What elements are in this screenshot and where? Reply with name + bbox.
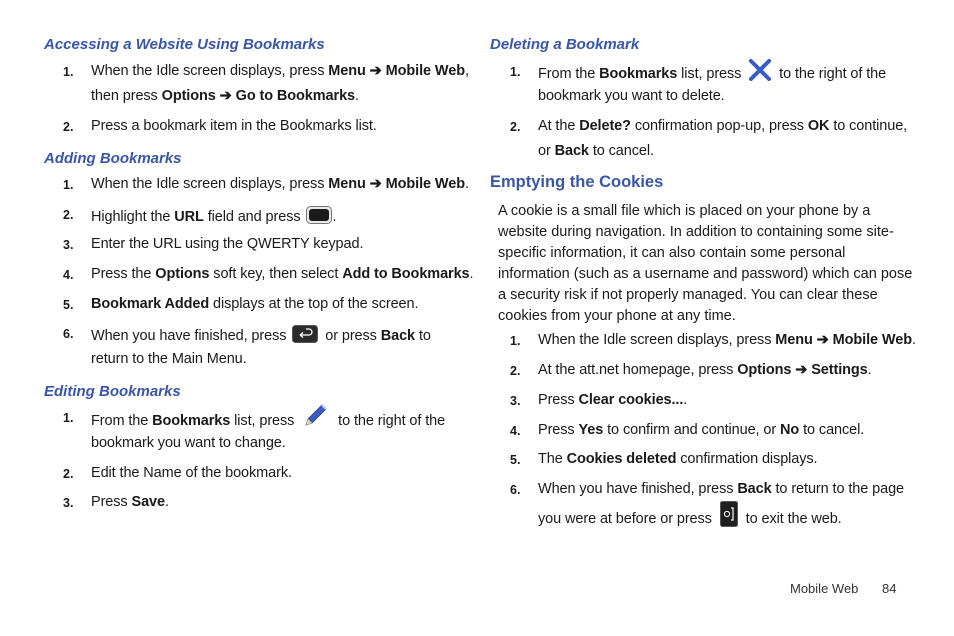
step-text: return to the Main Menu. bbox=[91, 351, 247, 367]
step-text: Press the Options soft key, then select Add to Bookmarks. bbox=[91, 266, 474, 282]
step-text: Press Clear cookies.... bbox=[538, 392, 688, 408]
step-number: 3. bbox=[510, 394, 521, 408]
step-text: At the Delete? confirmation pop-up, press OK to continue, bbox=[538, 118, 908, 134]
step-text: When you have finished, press Back to return to the page bbox=[538, 481, 904, 497]
step-text: Edit the Name of the bookmark. bbox=[91, 465, 292, 481]
step-number: 1. bbox=[63, 65, 74, 79]
pencil-icon bbox=[302, 403, 330, 433]
step-text: bookmark you want to delete. bbox=[538, 88, 725, 104]
step-text: Press a bookmark item in the Bookmarks list. bbox=[91, 118, 377, 134]
heading-emptying-cookies: Emptying the Cookies bbox=[490, 173, 664, 191]
step-number: 5. bbox=[510, 453, 521, 467]
step-text: At the att.net homepage, press Options ➔ Settings. bbox=[538, 362, 872, 378]
step-number: 4. bbox=[510, 424, 521, 438]
step-text: Bookmark Added displays at the top of the screen. bbox=[91, 296, 419, 312]
footer-section: Mobile Web bbox=[790, 581, 859, 596]
step-number: 5. bbox=[63, 298, 74, 312]
step-number: 1. bbox=[63, 411, 74, 425]
step-number: 3. bbox=[63, 496, 74, 510]
step-number: 2. bbox=[63, 467, 74, 481]
step-number: 2. bbox=[510, 120, 521, 134]
page-number: 84 bbox=[882, 581, 897, 596]
step-text: When the Idle screen displays, press Menu ➔ Mobile Web. bbox=[91, 176, 469, 192]
step-number: 1. bbox=[510, 334, 521, 348]
step-text: When you have finished, press or press Back to bbox=[91, 325, 431, 347]
step-text: you were at before or press to exit the web. bbox=[538, 507, 842, 531]
step-number: 4. bbox=[63, 268, 74, 282]
step-number: 6. bbox=[63, 327, 74, 341]
step-text: From the Bookmarks list, press to the right of the bbox=[91, 409, 445, 433]
step-number: 1. bbox=[510, 65, 521, 79]
end-key-icon bbox=[720, 501, 738, 531]
step-text: Enter the URL using the QWERTY keypad. bbox=[91, 236, 364, 252]
step-text: When the Idle screen displays, press Menu ➔ Mobile Web. bbox=[538, 332, 916, 348]
step-number: 1. bbox=[63, 178, 74, 192]
step-text: bookmark you want to change. bbox=[91, 435, 286, 451]
step-text: Highlight the URL field and press . bbox=[91, 206, 336, 228]
step-text: or Back to cancel. bbox=[538, 143, 654, 159]
ok-key-icon bbox=[306, 206, 332, 228]
step-text: When the Idle screen displays, press Menu ➔ Mobile Web, bbox=[91, 63, 469, 79]
delete-x-icon bbox=[748, 59, 772, 85]
back-key-icon bbox=[292, 325, 318, 347]
step-number: 6. bbox=[510, 483, 521, 497]
step-text: The Cookies deleted confirmation displays. bbox=[538, 451, 818, 467]
step-text: From the Bookmarks list, press to the right of the bbox=[538, 63, 886, 85]
step-text: then press Options ➔ Go to Bookmarks. bbox=[91, 88, 359, 104]
step-number: 2. bbox=[510, 364, 521, 378]
step-text: Press Yes to confirm and continue, or No to cancel. bbox=[538, 422, 865, 438]
heading-deleting-bookmark: Deleting a Bookmark bbox=[490, 36, 640, 53]
heading-adding-bookmarks: Adding Bookmarks bbox=[44, 150, 182, 167]
step-number: 2. bbox=[63, 120, 74, 134]
step-number: 2. bbox=[63, 208, 74, 222]
cookies-paragraph: A cookie is a small file which is placed on your phone by a website during navigation. In addition to containing some site- specific information, it can also contain some personal information (such as a username and password) which can pose a security risk if not properly managed. You can clear these cookies from your phone at any time. bbox=[498, 203, 913, 324]
step-text: Press Save. bbox=[91, 494, 169, 510]
heading-accessing-website: Accessing a Website Using Bookmarks bbox=[44, 36, 325, 53]
heading-editing-bookmarks: Editing Bookmarks bbox=[44, 383, 181, 400]
step-number: 3. bbox=[63, 238, 74, 252]
